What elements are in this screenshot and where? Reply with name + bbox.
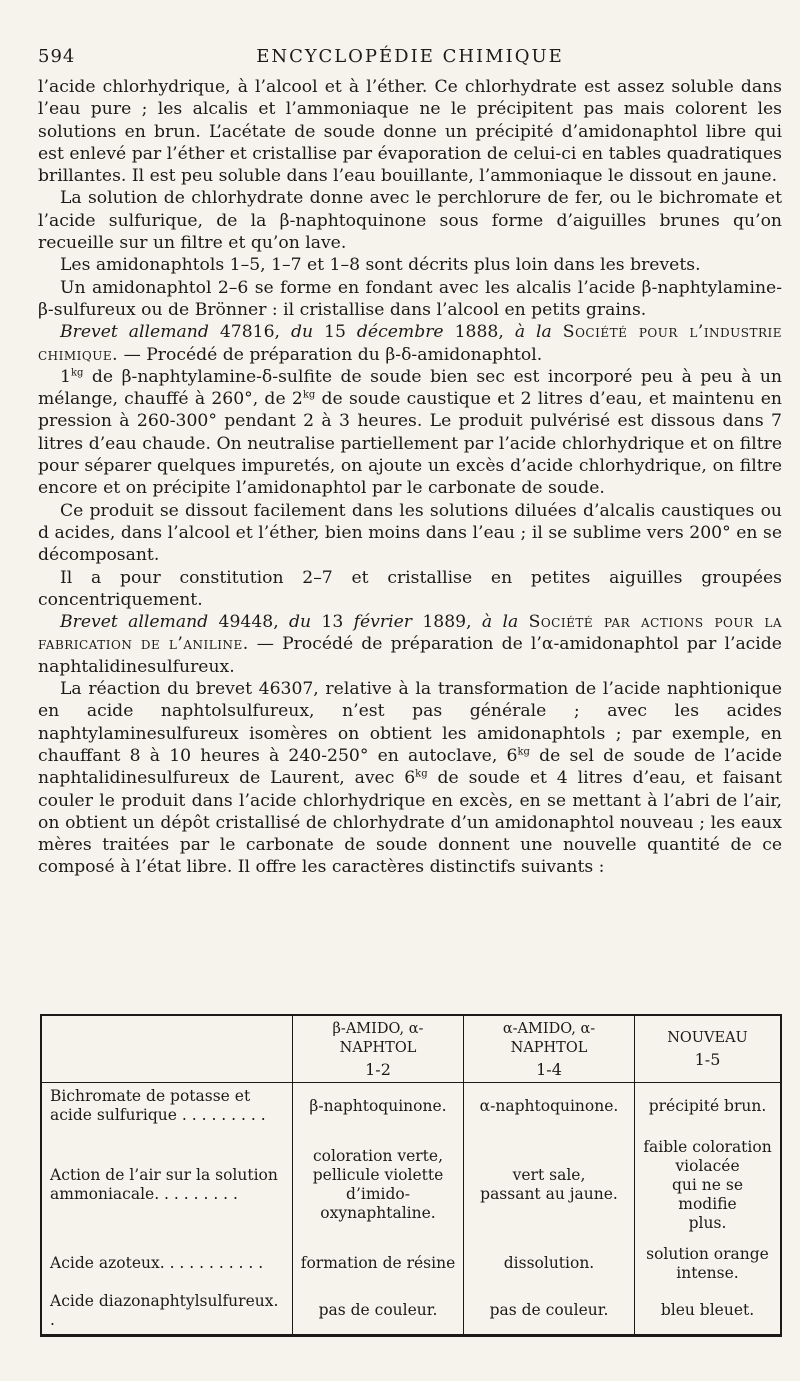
patent-company: Société par actions pour la fabrication de l’aniline. xyxy=(38,612,782,655)
patent-heading-49448 xyxy=(38,611,782,678)
patent-du: du xyxy=(289,612,312,633)
paragraph-10 xyxy=(38,678,782,879)
running-title: ENCYCLOPÉDIE CHIMIQUE xyxy=(256,46,564,67)
cell-line: passant au jaune. xyxy=(480,1185,618,1204)
cell-line: qui ne se modifie xyxy=(672,1175,743,1213)
paragraph-2: La solution de chlorhydrate donne avec le perchlorure de fer, ou le bichromate et l’acide sulfurique, de la β-naphtoquinone sous forme d’aiguilles brunes qu’on recueille sur un filtre et qu’on lave. xyxy=(38,188,782,254)
patent-heading-47816 xyxy=(38,321,782,366)
cell-line: α-naphtoquinone. xyxy=(479,1096,619,1115)
reagent-cell: Acide diazonaphtylsulfureux. . xyxy=(50,1291,279,1329)
text-run: de β-naphtylamine-δ-sulfite de soude bien sec est incorporé peu à peu à un mélange, chauffé à 260°, de 2 xyxy=(38,366,782,410)
cell-line: violacée xyxy=(675,1156,740,1175)
unit-sup: kg xyxy=(302,389,316,401)
patent-du: du xyxy=(290,322,314,343)
column-header xyxy=(464,1016,635,1083)
cell-line: solution orange xyxy=(646,1244,769,1263)
table-row xyxy=(42,1240,780,1287)
patent-a-la: à la xyxy=(481,612,519,633)
table-header-row xyxy=(42,1016,780,1083)
cell-line: plus. xyxy=(688,1213,727,1232)
result-cell xyxy=(293,1130,464,1240)
result-cell xyxy=(635,1130,781,1240)
patent-day: 15 xyxy=(324,322,346,343)
result-cell xyxy=(464,1130,635,1240)
page xyxy=(38,40,782,879)
result-cell xyxy=(635,1287,781,1334)
table-row xyxy=(42,1287,780,1334)
result-cell xyxy=(635,1240,781,1287)
column-header-number: 1-2 xyxy=(365,1059,391,1079)
patent-title: — Procédé de préparation de l’α-amidonaphtol par l’acide naphtalidinesulfureux. xyxy=(38,634,782,677)
patent-month: décembre xyxy=(356,322,444,343)
reagent-cell: Bichromate de potasse et acide sulfurique . . . . . . . . . xyxy=(50,1087,266,1125)
cell-line: pellicule violette xyxy=(312,1166,444,1185)
cell-line: faible coloration xyxy=(643,1137,772,1156)
text-run: de sel de soude de l’acide naphtalidinesulfureux de Laurent, avec 6 xyxy=(38,745,782,789)
result-cell xyxy=(293,1287,464,1334)
patent-label: Brevet allemand xyxy=(60,322,209,343)
reagent-cell: Action de l’air sur la solution ammoniacale. . . . . . . . . xyxy=(50,1166,278,1204)
cell-line: dissolution. xyxy=(503,1254,595,1273)
column-header-label: α-AMIDO, α-NAPHTOL xyxy=(502,1020,596,1056)
paragraph-4: Un amidonaphtol 2–6 se forme en fondant avec les alcalis l’acide β-naphtylamine-β-sulfureux ou de Brönner : il cristallise dans l’alcool en petits grains. xyxy=(38,277,782,320)
cell-line: pas de couleur. xyxy=(318,1301,438,1320)
reagent-cell: Acide azoteux. . . . . . . . . . . xyxy=(50,1254,264,1273)
result-cell xyxy=(464,1240,635,1287)
patent-number: 49448, xyxy=(218,612,279,633)
cell-line: vert sale, xyxy=(512,1166,586,1185)
unit-sup: kg xyxy=(70,367,84,379)
paragraph-6 xyxy=(38,366,782,500)
unit-sup: kg xyxy=(517,746,530,758)
paragraph-3: Les amidonaphtols 1–5, 1–7 et 1–8 sont décrits plus loin dans les brevets. xyxy=(60,255,701,276)
unit-sup: kg xyxy=(415,768,428,780)
patent-label: Brevet allemand xyxy=(60,612,209,633)
patent-company: Société pour l’industrie chimique. xyxy=(38,322,783,365)
patent-year: 1888, xyxy=(454,322,504,343)
paragraph-8: Il a pour constitution 2–7 et cristallise en petites aiguilles groupées concentriquement. xyxy=(38,567,782,610)
cell-line: intense. xyxy=(676,1263,739,1282)
table-header-blank xyxy=(42,1016,293,1083)
text-run: 1 xyxy=(60,366,71,387)
page-number: 594 xyxy=(38,46,76,67)
cell-line: bleu bleuet. xyxy=(660,1301,755,1320)
column-header xyxy=(293,1016,464,1083)
paragraph-7: Ce produit se dissout facilement dans les solutions diluées d’alcalis caustiques ou d acides, dans l’alcool et l’éther, bien moins dans l’eau ; il se sublime vers 200° en se décomposant. xyxy=(38,500,782,566)
cell-line: coloration verte, xyxy=(312,1147,444,1166)
cell-line: β-naphtoquinone. xyxy=(309,1096,447,1115)
result-cell xyxy=(635,1083,781,1130)
paragraph-1: l’acide chlorhydrique, à l’alcool et à l’éther. Ce chlorhydrate est assez soluble dans l’eau pure ; les alcalis et l’ammoniaque ne le précipitent pas mais colorent les solutions en brun. L’acétate de soude donne un précipité d’amidonaphtol libre qui est enlevé par l’éther et cristallise par évaporation de celui-ci en tables quadratiques brillantes. Il est peu soluble dans l’eau bouillante, l’ammoniaque le dissout en jaune. xyxy=(38,77,782,187)
column-header-label: β-AMIDO, α-NAPHTOL xyxy=(332,1020,424,1056)
patent-number: 47816, xyxy=(219,322,280,343)
body-text xyxy=(38,76,782,879)
table-row xyxy=(42,1130,780,1240)
result-cell xyxy=(464,1083,635,1130)
text-run: de soude caustique et 2 litres d’eau, et maintenu en pression à 260-300° pendant 2 à 3 heures. Le produit pulvérisé est dissous dans 7 litres d’eau chaude. On neutralise partiellement par l’acide chlorhydrique et on filtre pour séparer quelques impuretés, on ajoute un excès d’acide chlorhydrique, on filtre encore et on précipite l’amidonaphtol par le carbonate de soude. xyxy=(38,389,782,499)
column-header-number: 1-5 xyxy=(694,1050,721,1069)
properties-table xyxy=(40,1014,782,1337)
text-run: La réaction du brevet 46307, relative à la transformation de l’acide naphtionique en acide naphtolsulfureux, n’est pas générale ; avec les acides naphtylaminesulfureux isomères on obtient les amidonaphtols ; par exemple, en chauffant 8 à 10 heures à 240-250° en autoclave, 6 xyxy=(38,679,782,766)
table-row xyxy=(42,1083,780,1130)
column-header-number: 1-4 xyxy=(536,1059,562,1079)
patent-day: 13 xyxy=(321,612,344,633)
cell-line: formation de résine xyxy=(300,1254,456,1273)
cell-line: oxynaphtaline. xyxy=(320,1204,436,1223)
patent-title: — Procédé de préparation du β-δ-amidonaphtol. xyxy=(123,344,543,365)
column-header-label: NOUVEAU xyxy=(667,1030,748,1046)
page-header xyxy=(38,40,782,76)
result-cell xyxy=(464,1287,635,1334)
patent-year: 1889, xyxy=(422,612,472,633)
result-cell xyxy=(293,1240,464,1287)
cell-line: d’imido- xyxy=(346,1185,410,1204)
cell-line: précipité brun. xyxy=(648,1096,767,1115)
patent-a-la: à la xyxy=(514,322,552,343)
result-cell xyxy=(293,1083,464,1130)
column-header xyxy=(635,1016,781,1083)
patent-month: février xyxy=(353,612,412,633)
text-run: de soude et 4 litres d’eau, et faisant couler le produit dans l’acide chlorhydrique en excès, en se mettant à l’abri de l’air, on obtient un dépôt cristallisé de chlorhydrate d’un amidonaphtol nouveau ; les eaux mères traitées par le carbonate de soude donnent une nouvelle quantité de ce composé à l’état libre. Il offre les caractères distinctifs suivants : xyxy=(38,768,782,878)
cell-line: pas de couleur. xyxy=(489,1301,609,1320)
